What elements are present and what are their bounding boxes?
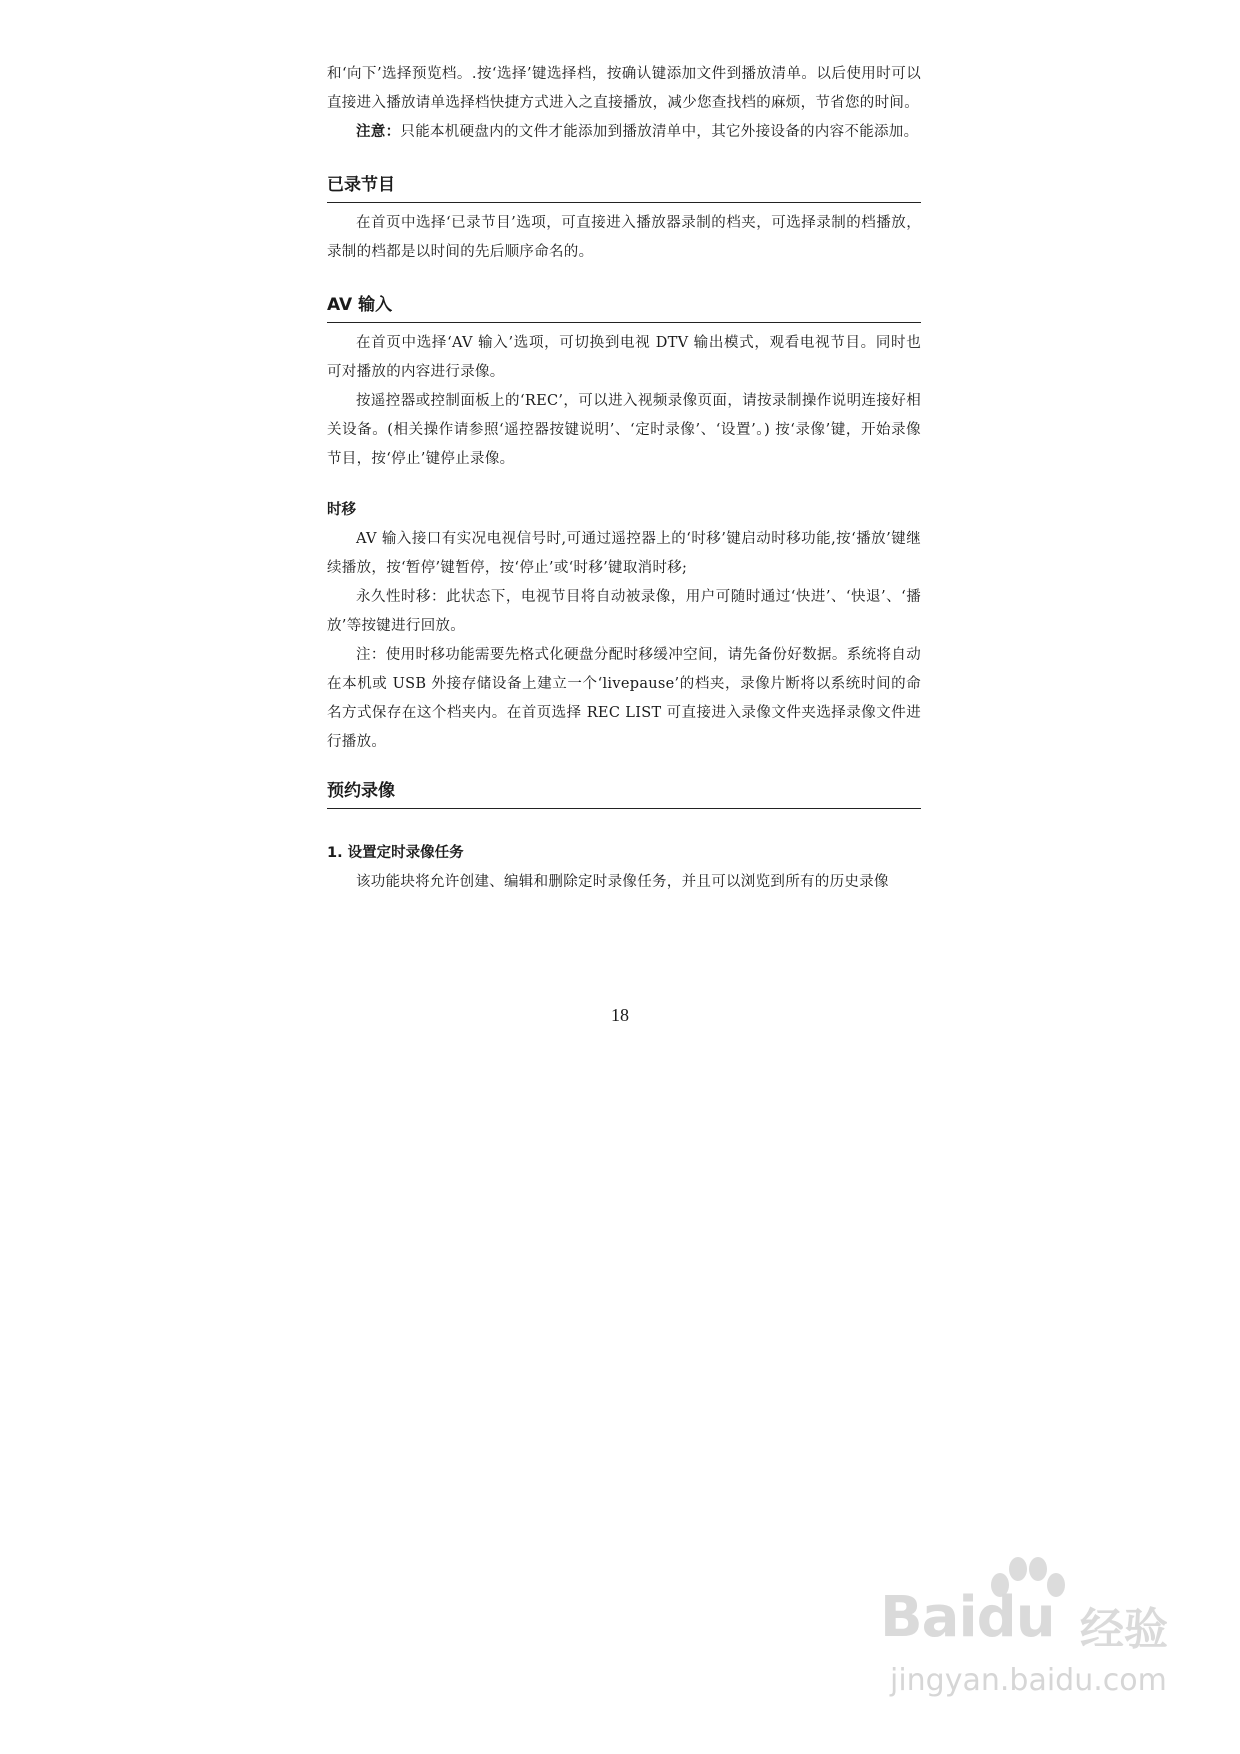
jingyan-logo: 经验 bbox=[1080, 1604, 1168, 1655]
scheduled-sub-heading: 1. 设置定时录像任务 bbox=[327, 845, 464, 861]
document-page bbox=[327, 60, 921, 897]
note-paragraph bbox=[327, 118, 921, 147]
timeshift-heading: 时移 bbox=[327, 502, 356, 518]
section-heading-scheduled: 预约录像 bbox=[327, 779, 921, 809]
baidu-logo: Baidu bbox=[880, 1585, 1055, 1650]
av-input-paragraph-1: 在首页中选择‘AV 输入’选项，可切换到电视 DTV 输出模式，观看电视节目。同时也可对播放的内容进行录像。 bbox=[327, 335, 921, 380]
intro-paragraph: 和‘向下’选择预览档。.按‘选择’键选择档，按确认键添加文件到播放清单。以后使用时可以直接进入播放请单选择档快捷方式进入之直接播放，减少您查找档的麻烦，节省您的时间。 bbox=[327, 66, 921, 111]
av-input-paragraph-2: 按遥控器或控制面板上的‘REC’，可以进入视频录像页面，请按录制操作说明连接好相关设备。(相关操作请参照‘遥控器按键说明’、‘定时录像’、‘设置’。) 按‘录像’键，开始录像节目，按‘停止’键停止录像。 bbox=[327, 393, 921, 467]
page-number: 18 bbox=[611, 1005, 629, 1025]
scheduled-paragraph: 该功能块将允许创建、编辑和删除定时录像任务，并且可以浏览到所有的历史录像 bbox=[356, 874, 889, 890]
baidu-jingyan-watermark bbox=[880, 1555, 1180, 1725]
section-heading-recorded: 已录节目 bbox=[327, 173, 921, 203]
timeshift-paragraph-1: AV 输入接口有实况电视信号时,可通过遥控器上的‘时移’键启动时移功能,按‘播放’键继续播放，按‘暂停’键暂停，按‘停止’或‘时移’键取消时移; bbox=[327, 531, 921, 576]
recorded-paragraph: 在首页中选择‘已录节目’选项，可直接进入播放器录制的档夹，可选择录制的档播放，录制的档都是以时间的先后顺序命名的。 bbox=[327, 215, 921, 260]
section-heading-av-input: AV 输入 bbox=[327, 293, 921, 323]
watermark-url: jingyan.baidu.com bbox=[890, 1663, 1167, 1698]
timeshift-paragraph-3: 注：使用时移功能需要先格式化硬盘分配时移缓冲空间，请先备份好数据。系统将自动在本机或 USB 外接存储设备上建立一个‘livepause’的档夹，录像片断将以系统时间的命名方式保存在这个档夹内。在首页选择 REC LIST 可直接进入录像文件夹选择录像文件进行播放。 bbox=[327, 647, 921, 750]
note-label: 注意： bbox=[356, 124, 401, 140]
note-text: 只能本机硬盘内的文件才能添加到播放清单中，其它外接设备的内容不能添加。 bbox=[400, 124, 919, 140]
timeshift-paragraph-2: 永久性时移：此状态下，电视节目将自动被录像，用户可随时通过‘快进’、‘快退’、‘播放’等按键进行回放。 bbox=[327, 589, 921, 634]
